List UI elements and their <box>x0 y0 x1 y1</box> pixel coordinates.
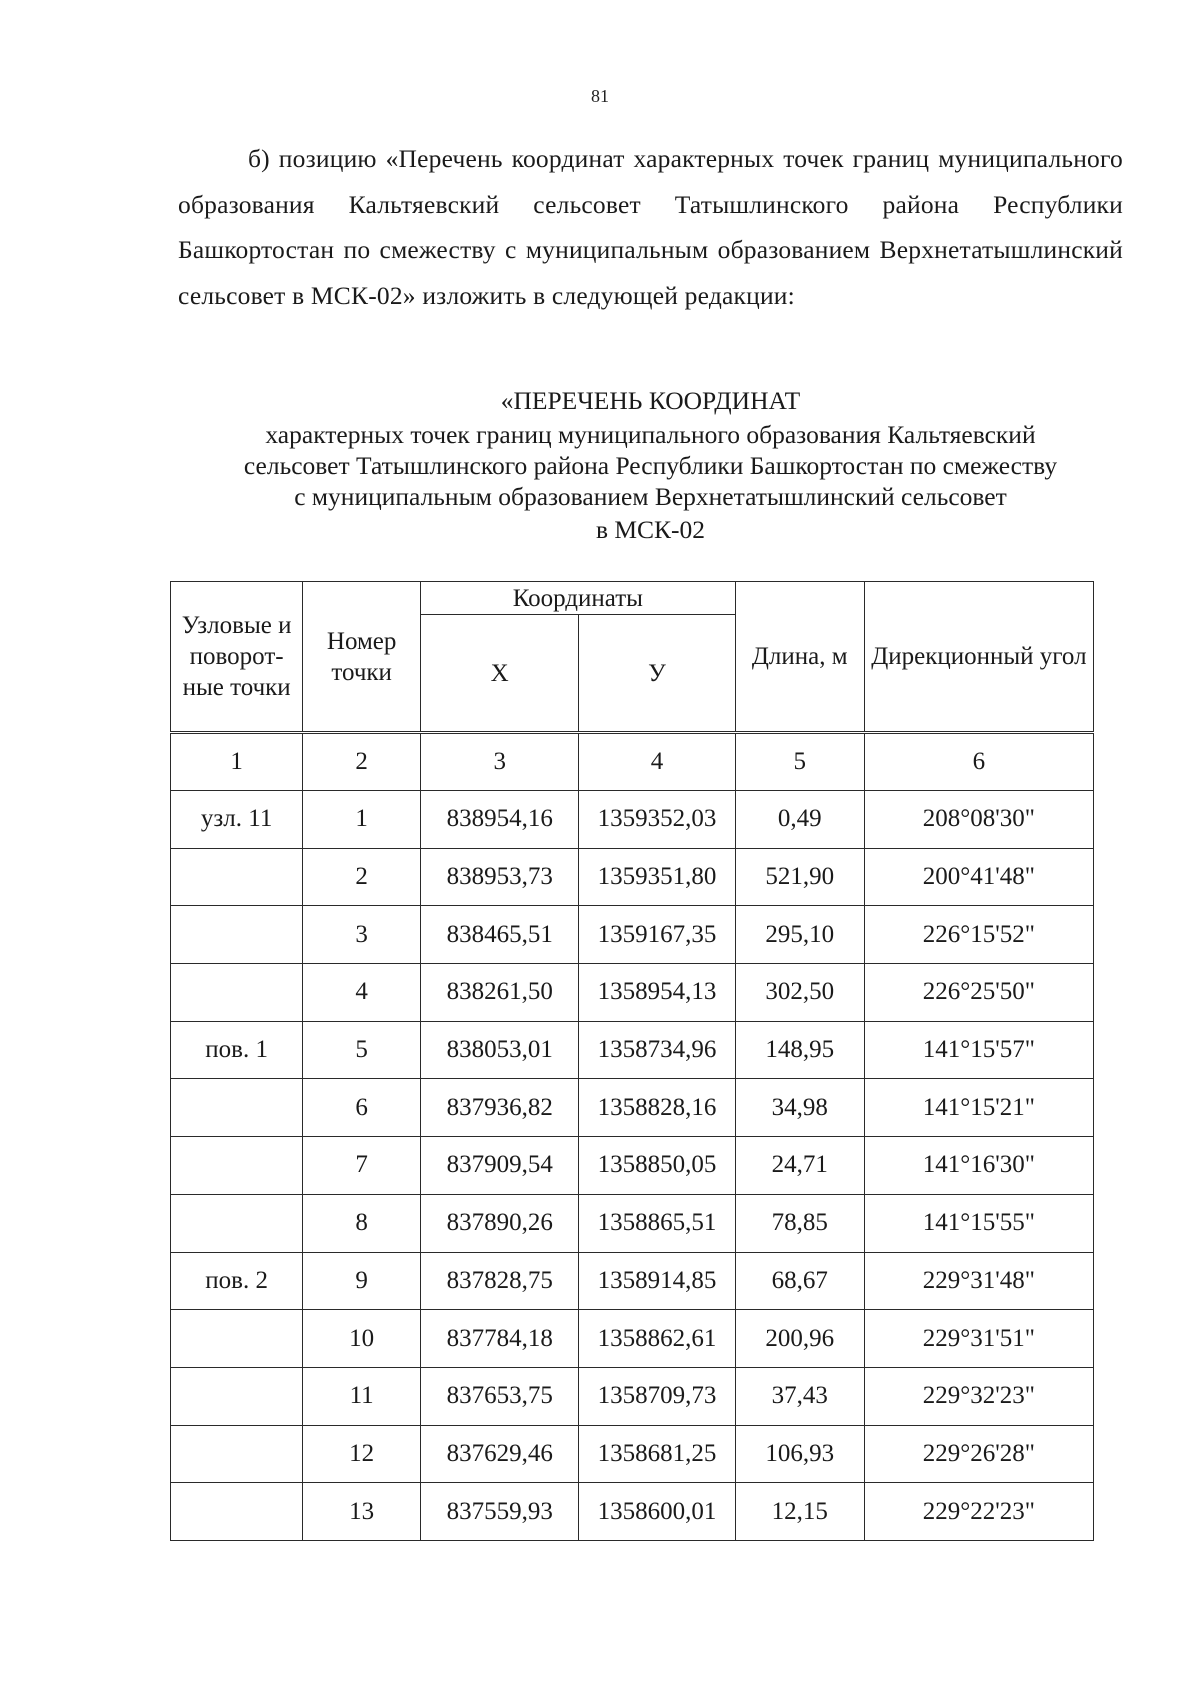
y-coordinate-cell: 1358734,96 <box>579 1021 735 1079</box>
y-coordinate-cell: 1359352,03 <box>579 791 735 849</box>
point-number-cell: 6 <box>303 1079 421 1137</box>
y-coordinate-cell: 1358709,73 <box>579 1367 735 1425</box>
table-row <box>171 1252 1094 1310</box>
direction-angle-cell: 229°26'28" <box>864 1425 1093 1483</box>
direction-angle-cell: 226°15'52" <box>864 906 1093 964</box>
table-row <box>171 964 1094 1022</box>
x-coordinate-cell: 837629,46 <box>421 1425 579 1483</box>
x-coordinate-cell: 837559,93 <box>421 1483 579 1541</box>
length-cell: 12,15 <box>735 1483 864 1541</box>
y-coordinate-cell: 1358828,16 <box>579 1079 735 1137</box>
y-coordinate-cell: 1359167,35 <box>579 906 735 964</box>
point-number-cell: 10 <box>303 1310 421 1368</box>
node-cell: пов. 2 <box>171 1252 303 1310</box>
column-number: 4 <box>579 733 735 791</box>
header-direction-angle: Дирекционный угол <box>864 582 1093 733</box>
table-row <box>171 1021 1094 1079</box>
length-cell: 68,67 <box>735 1252 864 1310</box>
x-coordinate-cell: 838465,51 <box>421 906 579 964</box>
length-cell: 148,95 <box>735 1021 864 1079</box>
node-cell <box>171 1425 303 1483</box>
x-coordinate-cell: 837784,18 <box>421 1310 579 1368</box>
list-title-line-3: сельсовет Татышлинского района Республики Башкортостан по смежеству <box>243 451 1058 480</box>
length-cell: 78,85 <box>735 1194 864 1252</box>
y-coordinate-cell: 1358600,01 <box>579 1483 735 1541</box>
point-number-cell: 1 <box>303 791 421 849</box>
x-coordinate-cell: 838954,16 <box>421 791 579 849</box>
x-coordinate-cell: 837936,82 <box>421 1079 579 1137</box>
node-cell <box>171 1079 303 1137</box>
table-row <box>171 1425 1094 1483</box>
node-cell <box>171 964 303 1022</box>
x-coordinate-cell: 837909,54 <box>421 1137 579 1195</box>
point-number-cell: 13 <box>303 1483 421 1541</box>
direction-angle-cell: 208°08'30" <box>864 791 1093 849</box>
direction-angle-cell: 226°25'50" <box>864 964 1093 1022</box>
table-row <box>171 848 1094 906</box>
x-coordinate-cell: 838053,01 <box>421 1021 579 1079</box>
direction-angle-cell: 141°16'30" <box>864 1137 1093 1195</box>
point-number-cell: 3 <box>303 906 421 964</box>
node-cell: узл. 11 <box>171 791 303 849</box>
length-cell: 37,43 <box>735 1367 864 1425</box>
header-length: Длина, м <box>735 582 864 733</box>
point-number-cell: 7 <box>303 1137 421 1195</box>
column-number: 3 <box>421 733 579 791</box>
y-coordinate-cell: 1358681,25 <box>579 1425 735 1483</box>
x-coordinate-cell: 838953,73 <box>421 848 579 906</box>
y-coordinate-cell: 1358954,13 <box>579 964 735 1022</box>
table-row <box>171 906 1094 964</box>
node-cell <box>171 1367 303 1425</box>
length-cell: 521,90 <box>735 848 864 906</box>
column-number: 2 <box>303 733 421 791</box>
length-cell: 200,96 <box>735 1310 864 1368</box>
node-cell <box>171 906 303 964</box>
direction-angle-cell: 141°15'57" <box>864 1021 1093 1079</box>
table-row <box>171 1079 1094 1137</box>
length-cell: 34,98 <box>735 1079 864 1137</box>
direction-angle-cell: 229°32'23" <box>864 1367 1093 1425</box>
list-title <box>178 385 1123 545</box>
list-title-line-4: с муниципальным образованием Верхнетатышлинский сельсовет <box>294 482 1007 511</box>
table-row <box>171 1483 1094 1541</box>
intro-paragraph: б) позицию «Перечень координат характерных точек границ муниципального образования Кальтяевский сельсовет Татышлинского района Республики Башкортостан по смежеству с муниципальным образованием Верхнетатышлинский сельсовет в МСК-02» изложить в следующей редакции: <box>178 144 1123 310</box>
node-cell <box>171 848 303 906</box>
x-coordinate-cell: 837653,75 <box>421 1367 579 1425</box>
length-cell: 106,93 <box>735 1425 864 1483</box>
table-row <box>171 1367 1094 1425</box>
direction-angle-cell: 229°31'48" <box>864 1252 1093 1310</box>
list-title-line-1: «ПЕРЕЧЕНЬ КООРДИНАТ <box>500 386 801 415</box>
direction-angle-cell: 229°31'51" <box>864 1310 1093 1368</box>
point-number-cell: 4 <box>303 964 421 1022</box>
y-coordinate-cell: 1359351,80 <box>579 848 735 906</box>
length-cell: 0,49 <box>735 791 864 849</box>
header-point-number: Номер точки <box>303 582 421 733</box>
point-number-cell: 9 <box>303 1252 421 1310</box>
table-row <box>171 1194 1094 1252</box>
y-coordinate-cell: 1358865,51 <box>579 1194 735 1252</box>
page-number: 81 <box>591 86 609 106</box>
table-row <box>171 791 1094 849</box>
header-x: Х <box>421 615 579 733</box>
list-title-line-2: характерных точек границ муниципального образования Кальтяевский <box>265 420 1036 449</box>
y-coordinate-cell: 1358862,61 <box>579 1310 735 1368</box>
direction-angle-cell: 141°15'55" <box>864 1194 1093 1252</box>
coordinates-table <box>170 581 1094 1541</box>
table-body <box>171 791 1094 1541</box>
y-coordinate-cell: 1358850,05 <box>579 1137 735 1195</box>
point-number-cell: 11 <box>303 1367 421 1425</box>
direction-angle-cell: 141°15'21" <box>864 1079 1093 1137</box>
direction-angle-cell: 200°41'48" <box>864 848 1093 906</box>
point-number-cell: 8 <box>303 1194 421 1252</box>
length-cell: 295,10 <box>735 906 864 964</box>
direction-angle-cell: 229°22'23" <box>864 1483 1093 1541</box>
list-title-line-5: в МСК-02 <box>595 515 706 544</box>
node-cell <box>171 1194 303 1252</box>
node-cell <box>171 1137 303 1195</box>
column-number: 1 <box>171 733 303 791</box>
point-number-cell: 2 <box>303 848 421 906</box>
node-cell: пов. 1 <box>171 1021 303 1079</box>
header-node-points: Узловые и поворот-ные точки <box>171 582 303 733</box>
table-row <box>171 1310 1094 1368</box>
header-y: У <box>579 615 735 733</box>
node-cell <box>171 1310 303 1368</box>
node-cell <box>171 1483 303 1541</box>
point-number-cell: 12 <box>303 1425 421 1483</box>
x-coordinate-cell: 838261,50 <box>421 964 579 1022</box>
table-row <box>171 1137 1094 1195</box>
x-coordinate-cell: 837890,26 <box>421 1194 579 1252</box>
length-cell: 302,50 <box>735 964 864 1022</box>
column-number: 6 <box>864 733 1093 791</box>
column-number: 5 <box>735 733 864 791</box>
x-coordinate-cell: 837828,75 <box>421 1252 579 1310</box>
column-numbers-row <box>171 733 1094 791</box>
point-number-cell: 5 <box>303 1021 421 1079</box>
length-cell: 24,71 <box>735 1137 864 1195</box>
header-coordinates: Координаты <box>421 582 736 615</box>
y-coordinate-cell: 1358914,85 <box>579 1252 735 1310</box>
